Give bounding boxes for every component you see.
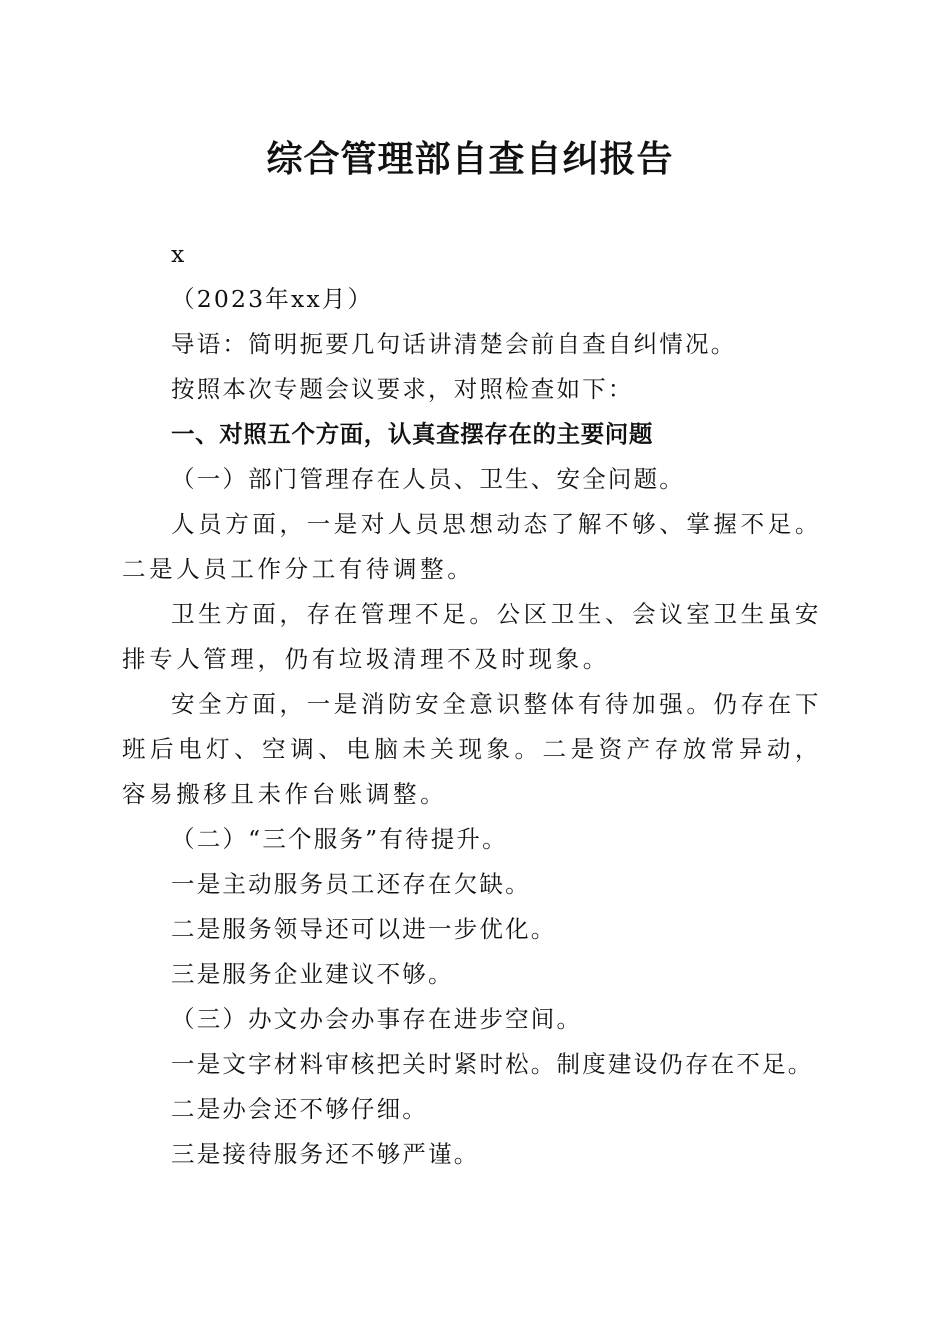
section-heading-1: 一、对照五个方面，认真查摆存在的主要问题 <box>171 420 653 448</box>
subsection-heading-2: （二）“三个服务”有待提升。 <box>171 825 508 853</box>
subsection-heading-1: （一）部门管理存在人员、卫生、安全问题。 <box>171 465 685 493</box>
document-title: 综合管理部自查自纠报告 <box>266 138 674 180</box>
list-item: 三是服务企业建议不够。 <box>171 960 454 988</box>
date-line: （2023年xx月） <box>171 285 374 313</box>
intro-paragraph: 按照本次专题会议要求，对照检查如下： <box>171 375 634 403</box>
document-body <box>122 232 822 1177</box>
list-item: 二是办会还不够仔细。 <box>171 1095 428 1123</box>
paragraph-safety: 安全方面，一是消防安全意识整体有待加强。仍存在下班后电灯、空调、电脑未关现象。二是资产存放常异动，容易搬移且未作台账调整。 <box>122 690 822 808</box>
list-item: 二是服务领导还可以进一步优化。 <box>171 915 557 943</box>
paragraph-hygiene: 卫生方面，存在管理不足。公区卫生、会议室卫生虽安排专人管理，仍有垃圾清理不及时现象。 <box>122 600 822 673</box>
author-line: x <box>171 240 185 268</box>
list-item: 三是接待服务还不够严谨。 <box>171 1140 480 1168</box>
paragraph-personnel: 人员方面，一是对人员思想动态了解不够、掌握不足。二是人员工作分工有待调整。 <box>122 510 822 583</box>
lead-paragraph: 导语：简明扼要几句话讲清楚会前自查自纠情况。 <box>171 330 737 358</box>
subsection-heading-3: （三）办文办会办事存在进步空间。 <box>171 1005 583 1033</box>
list-item: 一是主动服务员工还存在欠缺。 <box>171 870 531 898</box>
list-item: 一是文字材料审核把关时紧时松。制度建设仍存在不足。 <box>171 1050 814 1078</box>
